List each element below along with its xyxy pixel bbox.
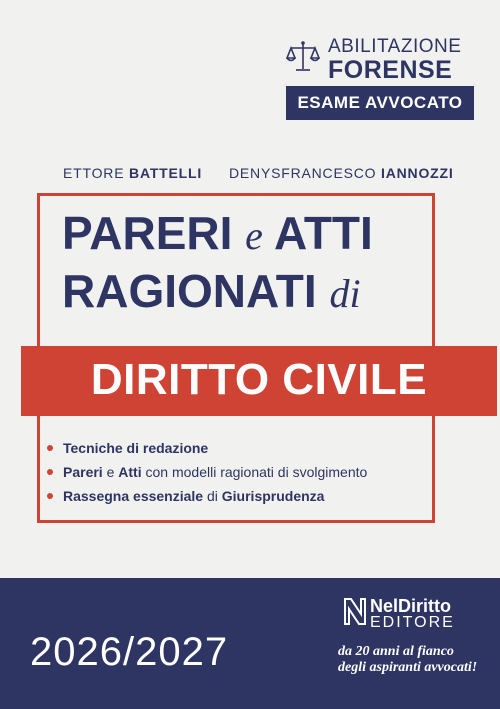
title-word-pareri: PARERI: [62, 207, 233, 259]
feature-bold: Atti: [118, 464, 142, 480]
feature-bold: Pareri: [63, 464, 103, 480]
subject-title: DIRITTO CIVILE: [90, 355, 428, 404]
badge-line-2: FORENSE: [328, 56, 453, 84]
publisher-tagline: [338, 644, 477, 676]
publisher-editore: EDITORE: [370, 614, 455, 631]
feature-list: [47, 436, 367, 508]
bullet-dot: [47, 445, 53, 451]
badge-line-1: ABILITAZIONE: [328, 36, 462, 57]
title-word-e: e: [245, 213, 263, 258]
feature-item: [47, 460, 367, 484]
edition-year: 2026/2027: [30, 630, 229, 674]
feature-bold: Giurisprudenza: [221, 488, 325, 504]
feature-bold: Tecniche di redazione: [63, 440, 209, 456]
feature-bold: Rassegna essenziale: [63, 488, 204, 504]
publisher-mark-icon: [342, 596, 368, 626]
title-line-1: [62, 206, 482, 260]
feature-item: [47, 484, 367, 508]
author-2-first: DENYSFRANCESCO: [229, 165, 377, 181]
author-2: [229, 165, 454, 181]
publisher-logo: [330, 594, 490, 704]
tagline-line-1: da 20 anni al fianco: [338, 644, 454, 659]
title-word-atti: ATTI: [274, 207, 373, 259]
title-word-ragionati: RAGIONATI: [62, 265, 317, 317]
publisher-name: NelDiritto: [370, 596, 451, 616]
title-word-di: di: [329, 271, 361, 316]
author-1: [63, 165, 202, 181]
author-1-last: BATTELLI: [129, 165, 203, 181]
feature-text: con modelli ragionati di svolgimento: [141, 464, 368, 480]
bottom-band: [0, 578, 500, 709]
bullet-dot: [47, 493, 53, 499]
tagline-line-2: degli aspiranti avvocati!: [338, 660, 478, 675]
scales-of-justice-icon: [286, 40, 320, 74]
subject-band: [21, 346, 497, 416]
bullet-dot: [47, 469, 53, 475]
feature-text: e: [102, 464, 119, 480]
badge-bar: ESAME AVVOCATO: [286, 86, 474, 120]
author-2-last: IANNOZZI: [381, 165, 454, 181]
title-line-2: [62, 264, 482, 318]
feature-text: di: [203, 488, 222, 504]
author-1-first: ETTORE: [63, 165, 125, 181]
feature-item: [47, 436, 367, 460]
